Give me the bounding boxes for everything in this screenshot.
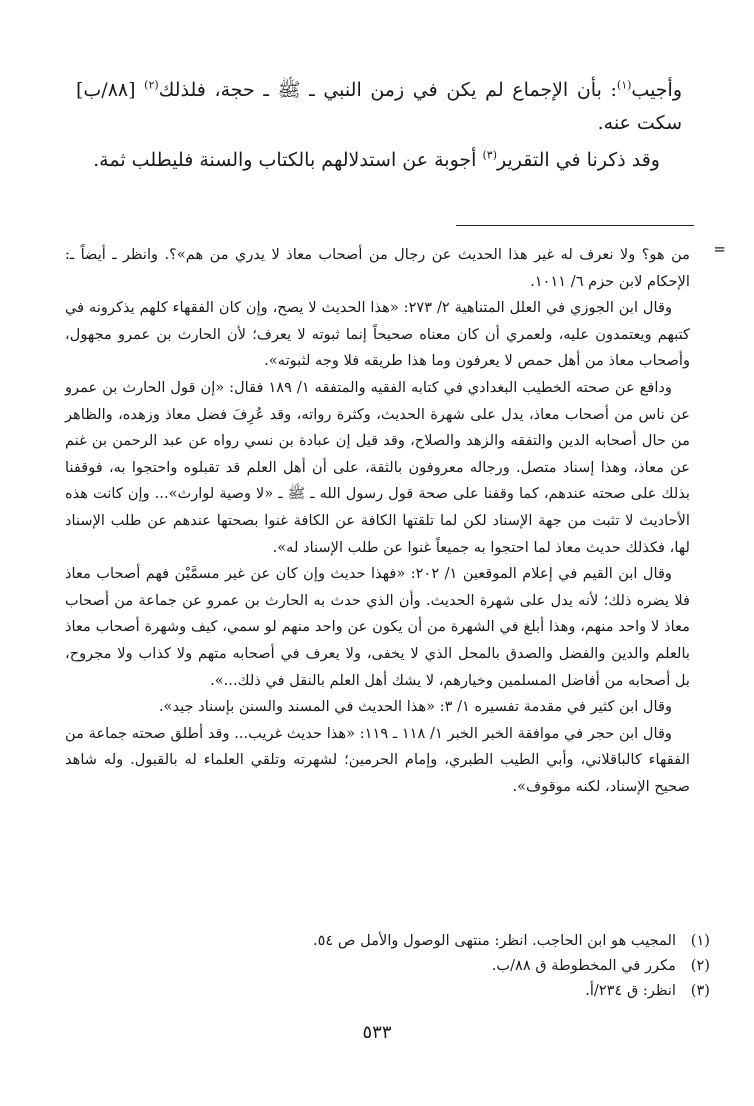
footnote-item bbox=[70, 928, 710, 953]
main-text-span: [٨٨/ب] سكت عنه. bbox=[76, 79, 682, 134]
footnote-number: (١) bbox=[690, 932, 710, 949]
footnote-paragraph: وقال ابن كثير في مقدمة تفسيره ١/ ٣: «هذا الحديث في المسند والسنن بإسناد جيد». bbox=[158, 698, 672, 716]
footnote-text: المجيب هو ابن الحاجب. انظر: منتهى الوصول والأمل ص ٥٤. bbox=[312, 932, 676, 949]
main-text-span: أجوبة عن استدلالهم بالكتاب والسنة فليطلب ثمة. bbox=[93, 149, 483, 171]
main-text bbox=[76, 74, 682, 177]
footnote-text: انظر: ق ٢٣٤/أ. bbox=[585, 982, 676, 999]
footnote-paragraph: ودافع عن صحته الخطيب البغدادي في كتابه الفقيه والمتفقه ١/ ١٨٩ فقال: «إن قول الحارث بن عمرو عن ناس من أصحاب معاذ، يدل على شهرة الحديث، وكثرة رواته، وقد عُرِفَ فضل معاذ وزهده، والظاهر من حال أصحابه الدين والتفقه والزهد والصلاح، وقد قيل إن عبادة بن نسي رواه عن عبد الرحمن بن غنم عن معاذ، وهذا إسناد متصل. ورجاله معروفون بالثقة، على أن أهل العلم قد تقبلوه واحتجوا به، فوقفنا بذلك على صحته عندهم، كما وقفنا على صحة قول رسول الله ـ ﷺ ـ «لا وصية لوارث»... وإن كانت هذه الأحاديث لا تثبت من جهة الإسناد لكن لما تلقتها الكافة عن الكافة غنوا بصحتها عندهم عن طلب الإسناد لها، فكذلك حديث معاذ لما احتجوا به جميعاً غنوا عن طلب الإسناد له». bbox=[65, 378, 690, 556]
main-text-span: : بأن الإجماع لم يكن في زمن النبي ـ ﷺ ـ حجة، فلذلك bbox=[158, 79, 617, 101]
page-number: ٥٣٣ bbox=[362, 1022, 392, 1043]
footnote-number: (٢) bbox=[690, 957, 710, 974]
footnote-list bbox=[70, 928, 710, 1003]
main-paragraph-2 bbox=[76, 144, 682, 177]
main-text-span: وقد ذكرنا في التقرير bbox=[496, 149, 660, 171]
continuation-mark: = bbox=[713, 240, 726, 258]
footnote-continuation bbox=[65, 242, 690, 800]
footnote-item bbox=[70, 953, 710, 978]
footnote-text: مكرر في المخطوطة ق ٨٨/ب. bbox=[491, 957, 676, 974]
footnote-number: (٣) bbox=[690, 982, 710, 999]
footnote-marker-3: (٣) bbox=[482, 148, 497, 162]
footnote-paragraph: وقال ابن القيم في إعلام الموقعين ١/ ٢٠٢: «فهذا حديث وإن كان عن غير مسمَّيْن فهم أصحاب معاذ فلا يضره ذلك؛ لأنه يدل على شهرة الحديث. وأن الذي حدث به الحارث بن عمرو عن جماعة من أصحاب معاذ لا واحد منهم، وهذا أبلغ في الشهرة من أن يكون عن واحد منهم لو سمي، كيف وشهرة أصحاب معاذ بالعلم والدين والفضل والصدق بالمحل الذي لا يخفى، ولا يعرف في أصحابه متهم ولا كذاب ولا مجروح، بل أصحابه من أفاضل المسلمين وخيارهم، لا يشك أهل العلم بالنقل في ذلك...». bbox=[65, 565, 690, 689]
footnote-paragraph: وقال ابن الجوزي في العلل المتناهية ٢/ ٢٧٣: «هذا الحديث لا يصح، وإن كان الفقهاء كلهم يذكرونه في كتبهم ويعتمدون عليه، ولعمري أن كان معناه صحيحاً إنما ثبوته لا يعرف؛ لأن الحارث بن عمرو مجهول، وأصحاب معاذ من أهل حمص لا يعرفون وما هذا طريقه فلا وجه لثبوته». bbox=[65, 299, 690, 370]
main-text-span: وأجيب bbox=[631, 79, 682, 101]
footnote-item bbox=[70, 978, 710, 1003]
footnote-marker-1: (١) bbox=[616, 78, 632, 92]
footnote-paragraph: وقال ابن حجر في موافقة الخبر الخبر ١/ ١١٨ ـ ١١٩: «هذا حديث غريب... وقد أطلق صحته جماعة من الفقهاء كالباقلاني، وأبي الطيب الطبري، وإمام الحرمين؛ لشهرته وتلقي العلماء له بالقبول. وله شاهد صحيح الإسناد، لكنه موقوف». bbox=[65, 724, 690, 795]
footnote-marker-2: (٢) bbox=[144, 78, 159, 92]
main-paragraph-1 bbox=[76, 74, 682, 140]
footnote-separator bbox=[456, 225, 694, 226]
footnote-paragraph: من هو؟ ولا نعرف له غير هذا الحديث عن رجال من أصحاب معاذ لا يدري من هم»؟. وانظر ـ أيضاً ـ: الإحكام لابن حزم ٦/ ١٠١١. bbox=[65, 246, 690, 290]
